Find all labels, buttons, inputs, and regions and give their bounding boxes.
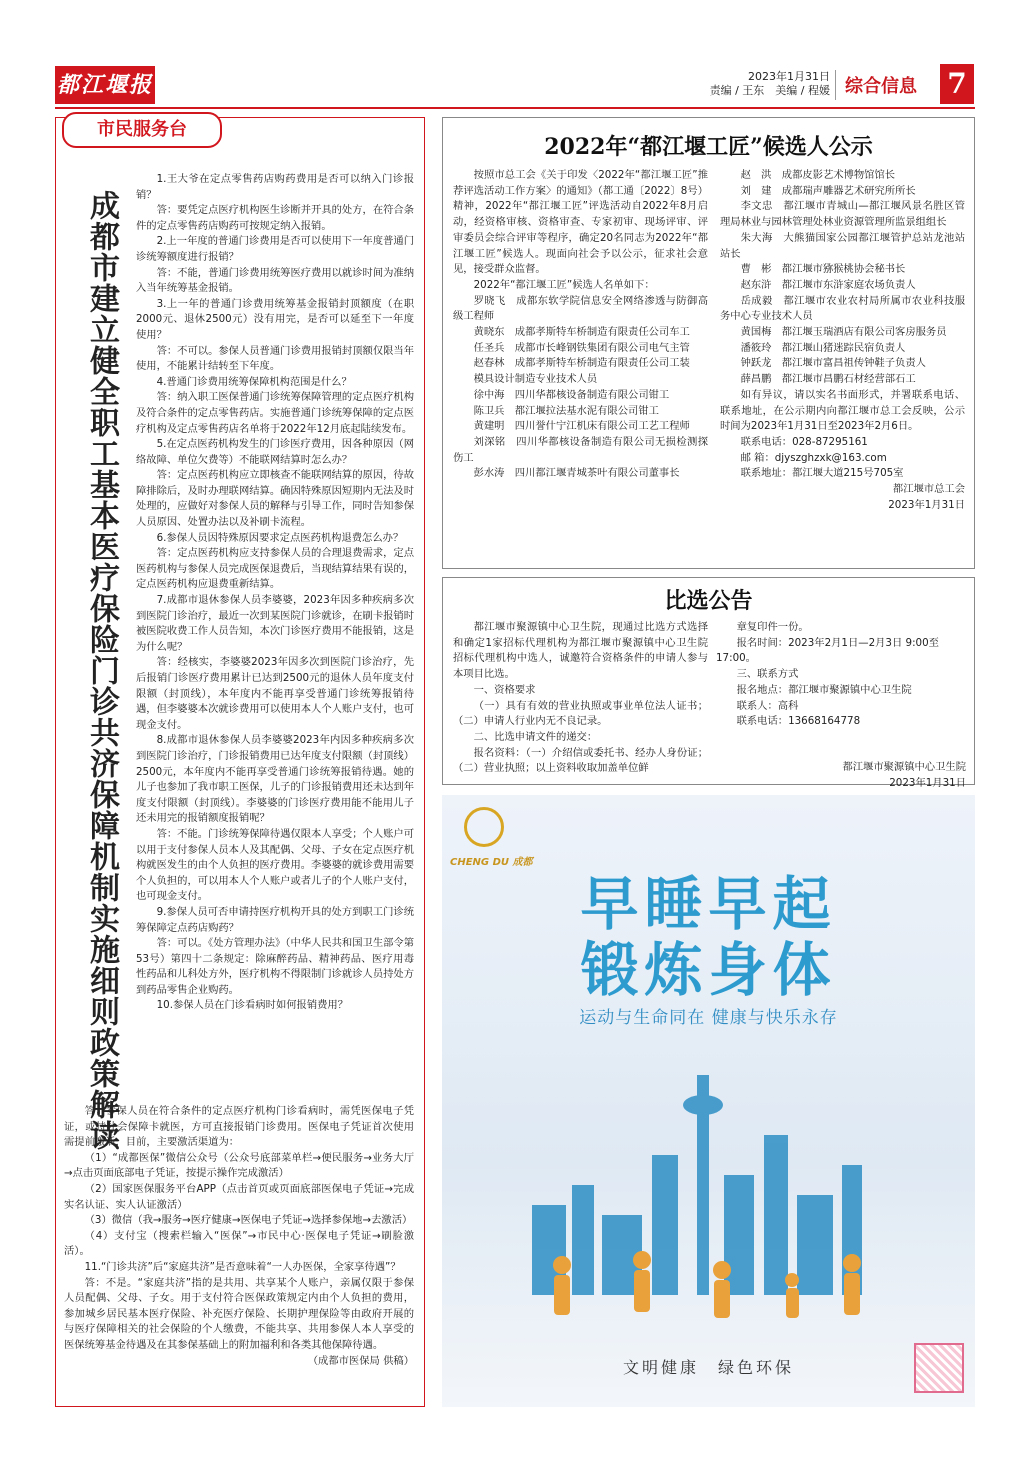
paragraph: 报名时间：2023年2月1日—2月3日 9:00至17:00。 xyxy=(716,636,939,665)
paragraph: 黄国梅 都江堰玉瑞酒店有限公司客房服务员 xyxy=(740,326,947,339)
paragraph: 2.上一年度的普通门诊费用是否可以使用下一年度普通门诊统筹额度进行报销？ xyxy=(136,235,414,263)
paragraph: 7.成都市退休参保人员李婆婆，2023年因多种疾病多次到医院门诊治疗，最近一次到某医院门诊就诊，在刷卡报销时被医院收费工作人员告知，本次门诊医疗费用不能报销，这是为什么呢？ xyxy=(136,594,415,653)
poster-footer-slogan: 文明健康 绿色环保 xyxy=(622,1358,794,1377)
paragraph: 邮 箱：djyszghzxk@163.com xyxy=(740,451,887,464)
column-banner: 市民服务台 xyxy=(62,112,222,148)
page-number: 7 xyxy=(940,64,974,104)
section-name: 综合信息 xyxy=(845,76,917,97)
paragraph: 答：经核实，李婆婆2023年因多次到医院门诊治疗，先后报销门诊医疗费用累计已达到2500元的退休人员年度支付限额（封顶线），本年度内不能再享受普通门诊统筹报销待遇，但李婆婆本次就诊费用可以使用本人个人账户支付，也可现金支付。 xyxy=(136,656,415,731)
craftsman-left-col xyxy=(453,168,708,482)
paragraph: 都江堰市聚源镇中心卫生院，现通过比选方式选择和确定1家招标代理机构为都江堰市聚源镇中心卫生院 招标代理机构中选人，诚邀符合资格条件的申请人参与本项目比选。 xyxy=(453,621,708,681)
paragraph: 答：纳入职工医保普通门诊统筹保障管理的定点医疗机构及符合条件的定点零售药店。实施普通门诊统筹保障的定点医疗机构及定点零售药店名单将于2022年12月底起陆续发布。 xyxy=(136,391,415,435)
paragraph: 答：定点医药机构应立即核查不能联网结算的原因，待故障排除后，及时办理联网结算。确因特殊原因短期内无法及时处理的，应做好对参保人员的解释与引导工作，同时告知参保人员原因、处置办法以及补刷卡流程。 xyxy=(136,469,415,529)
paragraph: 1.王大爷在定点零售药店购药费用是否可以纳入门诊报销？ xyxy=(136,173,414,201)
bid-signature: 2023年1月31日 xyxy=(889,776,966,789)
paragraph: 按照市总工会《关于印发〈2022年“都江堰工匠”推荐评选活动工作方案〉的通知》（都工通〔2022〕8号）精神，2022年“都江堰工匠”评选活动自2022年8月启动，经资格审核、资格审查、专家初审、现场评审、评审委员会综合评审等程序，确定20名同志为2022年“都江堰工匠”候选人。现面向社会予以公示，征求社会意见，接受群众监督。 xyxy=(453,169,708,276)
paragraph: （3）微信（我→服务→医疗健康→医保电子凭证→选择参保地→去激活） xyxy=(84,1214,413,1227)
paragraph: 联系地址：都江堰大道215号705室 xyxy=(740,467,904,480)
poster-brand: CHENG DU 成都 xyxy=(450,857,533,868)
paragraph: 黄晓东 成都孝斯特车桥制造有限责任公司车工 xyxy=(473,326,690,339)
paragraph: 徐中海 四川华都核设备制造有限公司钳工 xyxy=(473,388,670,401)
article-title: 成都市建立健全职工基本医疗保险门诊共济保障机制实施细则政策解读 xyxy=(84,190,119,1151)
paragraph: 答：不能。门诊统筹保障待遇仅限本人享受；个人账户可以用于支付参保人员本人及其配偶、父母、子女在定点医疗机构就医发生的由个人负担的医疗费用。李婆婆的就诊费用需要个人负担的，可以用本人个人账户或者儿子的个人账户支付，也可现金支付。 xyxy=(136,827,415,903)
paragraph: 2022年“都江堰工匠”候选人名单如下： xyxy=(473,278,655,291)
paragraph: （一）具有有效的营业执照或事业单位法人证书；（二）申请人行业内无不良记录。 xyxy=(453,699,708,728)
chengdu-logo-icon xyxy=(464,807,504,847)
paragraph: 9.参保人员可否申请持医疗机构开具的处方到职工门诊统筹保障定点药店购药？ xyxy=(136,905,414,934)
paragraph: 潘筱玲 都江堰山猪迷踪民宿负责人 xyxy=(740,341,906,354)
paragraph: 答：不可以。参保人员普通门诊费用报销封顶额仅限当年使用，不能累计结转至下年度。 xyxy=(136,344,415,373)
bid-left-col xyxy=(453,620,708,777)
paragraph: 岳成毅 都江堰市农业农村局所属市农业科技服务中心专业技术人员 xyxy=(720,294,965,323)
article-source: （成都市医保局 供稿） xyxy=(307,1354,414,1367)
paragraph: 赵 洪 成都皮影艺术博物馆馆长 xyxy=(740,169,896,181)
header-divider xyxy=(835,70,836,100)
paragraph: 章复印件一份。 xyxy=(736,621,809,633)
qr-code-icon xyxy=(914,1343,964,1393)
paragraph: 6.参保人员因特殊原因要求定点医药机构退费怎么办？ xyxy=(156,531,404,544)
paragraph: 模具设计制造专业技术人员 xyxy=(473,373,598,386)
bid-right-col xyxy=(716,620,966,791)
editors: 责编 / 王东 美编 / 程媛 xyxy=(709,84,830,97)
paragraph: 4.普通门诊费用统筹保障机构范围是什么？ xyxy=(156,375,352,388)
paragraph: 彭水涛 四川都江堰青城茶叶有限公司董事长 xyxy=(473,467,680,480)
paragraph: 8.成都市退休参保人员李婆婆2023年内因多种疾病多次到医院门诊治疗，门诊报销费用已达年度支付限额（封顶线）2500元，本年度内不能再享受普通门诊统筹报销待遇。她的儿子也参加了我市职工医保，儿子的门诊报销费用还未达到年度支付限额（封顶线）。李婆婆的门诊医疗费用能不能用儿子还未用完的报销额度报销呢？ xyxy=(136,734,415,825)
craftsman-signature: 2023年1月31日 xyxy=(888,498,965,511)
issue-info xyxy=(700,70,830,98)
issue-date: 2023年1月31日 xyxy=(748,70,830,83)
header-rule xyxy=(55,107,975,109)
paragraph: 陈卫兵 都江堰拉法基水泥有限公司钳工 xyxy=(473,404,659,417)
craftsman-signature: 都江堰市总工会 xyxy=(892,483,965,496)
paragraph: 李文忠 都江堰市青城山—都江堰风景名胜区管理局林业与园林管理处林业资源管理所监景组组长 xyxy=(720,200,965,229)
craftsman-right-col xyxy=(720,168,965,513)
paragraph: 二、比选申请文件的递交： xyxy=(473,730,598,743)
paragraph: （4）支付宝（搜索栏输入“医保”→市民中心·医保电子凭证→刷脸激活）。 xyxy=(64,1229,414,1258)
paragraph: 联系电话：13668164778 xyxy=(736,715,861,728)
paragraph: 报名资料：（一）介绍信或委托书、经办人身份证；（二）营业执照；以上资料收取加盖单位鲜 xyxy=(453,746,708,775)
paragraph: 刘 建 成都瑞声雕器艺术研究所所长 xyxy=(740,184,916,197)
bid-signature: 都江堰市聚源镇中心卫生院 xyxy=(842,760,966,773)
paragraph: 答：不是。“家庭共济”指的是共用、共享某个人账户，亲属仅限于参保人员配偶、父母、子女。用于支付符合医保政策规定内由个人负担的费用，参加城乡居民基本医疗保险、补充医疗保险、长期护理保险等由政府开展的与医疗保障相关的社会保险的个人缴费，不能共享、共用参保人本人享受的医保统筹基金待遇及在其参保基础上的附加福利和各类其他保障待遇。 xyxy=(64,1276,414,1351)
paragraph: （1）“成都医保”微信公众号（公众号底部菜单栏→便民服务→业务大厅→点击页面底部电子凭证，按提示操作完成激活） xyxy=(64,1151,414,1180)
qa-body xyxy=(136,172,414,1014)
paragraph: 答：要凭定点医疗机构医生诊断并开具的处方，在符合条件的定点零售药店购药可按规定纳入报销。 xyxy=(136,204,415,232)
paragraph: 报名地点：都江堰市聚源镇中心卫生院 xyxy=(736,683,912,696)
paragraph: 答：不能，普通门诊费用统筹医疗费用以就诊时间为准纳入当年统筹基金报销。 xyxy=(136,266,415,295)
paragraph: 任圣兵 成都市长峰钢铁集团有限公司电气主管 xyxy=(473,341,690,354)
qa-body-wide xyxy=(64,1104,414,1369)
poster-tagline: 运动与生命同在 健康与快乐永存 xyxy=(579,1008,838,1028)
craftsman-title: 2022年“都江堰工匠”候选人公示 xyxy=(544,134,873,160)
paragraph: 10.参保人员在门诊看病时如何报销费用？ xyxy=(156,999,349,1012)
paragraph: 答：参保人员在符合条件的定点医疗机构门诊看病时，需凭医保电子凭证，或持社会保障卡就医，方可直接报销门诊费用。医保电子凭证首次使用需提前激活，目前，主要激活渠道为： xyxy=(64,1105,414,1149)
paragraph: 一、资格要求 xyxy=(473,683,536,696)
masthead-logo: 都江堰报 xyxy=(55,66,155,104)
paragraph: 如有异议，请以实名书面形式，并署联系电话、联系地址，在公示期内向都江堰市总工会反映，公示时间为2023年1月31日至2023年2月6日。 xyxy=(720,388,965,433)
poster-slogan-2: 锻炼身体 xyxy=(580,936,837,1004)
paragraph: 3.上一年的普通门诊费用统筹基金报销封顶额度（在职2000元、退休2500元）没有用完，是否可以延至下一年度使用？ xyxy=(136,297,414,341)
paragraph: 罗晓飞 成都东软学院信息安全网络渗透与防御高级工程师 xyxy=(453,294,708,323)
paragraph: 11.“门诊共济”后“家庭共济”是否意味着“一人办医保，全家享待遇”？ xyxy=(84,1260,401,1273)
city-runners-illustration xyxy=(502,1035,922,1345)
paragraph: 答：可以。《处方管理办法》（中华人民共和国卫生部令第53号）第四十二条规定：除麻醉药品、精神药品、医疗用毒性药品和儿科处方外，医疗机构不得限制门诊就诊人员持处方到药品零售企业购药。 xyxy=(136,937,415,996)
paragraph: 赵春林 成都孝斯特车桥制造有限责任公司工装 xyxy=(473,357,690,370)
paragraph: 5.在定点医药机构发生的门诊医疗费用，因各种原因（网络故障、单位欠费等）不能联网结算时怎么办？ xyxy=(136,438,414,466)
paragraph: 黄建明 四川誉什宁江机床有限公司工艺工程师 xyxy=(473,420,690,433)
paragraph: 朱大海 大熊猫国家公园都江堰管护总站龙池站站长 xyxy=(720,231,965,260)
paragraph: （2）国家医保服务平台APP（点击首页或页面底部医保电子凭证→完成实名认证、实人认证激活） xyxy=(64,1182,414,1211)
paragraph: 曹 彬 都江堰市猕猴桃协会秘书长 xyxy=(740,263,906,276)
paragraph: 联系电话：028-87295161 xyxy=(740,435,868,448)
paragraph: 答：定点医药机构应支持参保人员的合理退费需求，定点医药机构与参保人员完成医保退费后，当现结算结果有误的，定点医药机构应退费重新结算。 xyxy=(136,547,415,591)
bid-title: 比选公告 xyxy=(664,588,753,614)
paragraph: 刘深铭 四川华都核设备制造有限公司无损检测探伤工 xyxy=(453,435,708,464)
paragraph: 薛昌鹏 都江堰市昌鹏石材经营部石工 xyxy=(740,373,916,386)
poster-slogan-1: 早睡早起 xyxy=(580,870,837,938)
paragraph: 联系人：高科 xyxy=(736,699,799,712)
paragraph: 三、联系方式 xyxy=(736,668,799,681)
health-poster xyxy=(442,795,975,1407)
paragraph: 钟跃龙 都江堰市富昌祖传钟鞋子负责人 xyxy=(740,357,926,370)
paragraph: 赵东浒 都江堰市东浒家庭农场负责人 xyxy=(740,278,916,291)
